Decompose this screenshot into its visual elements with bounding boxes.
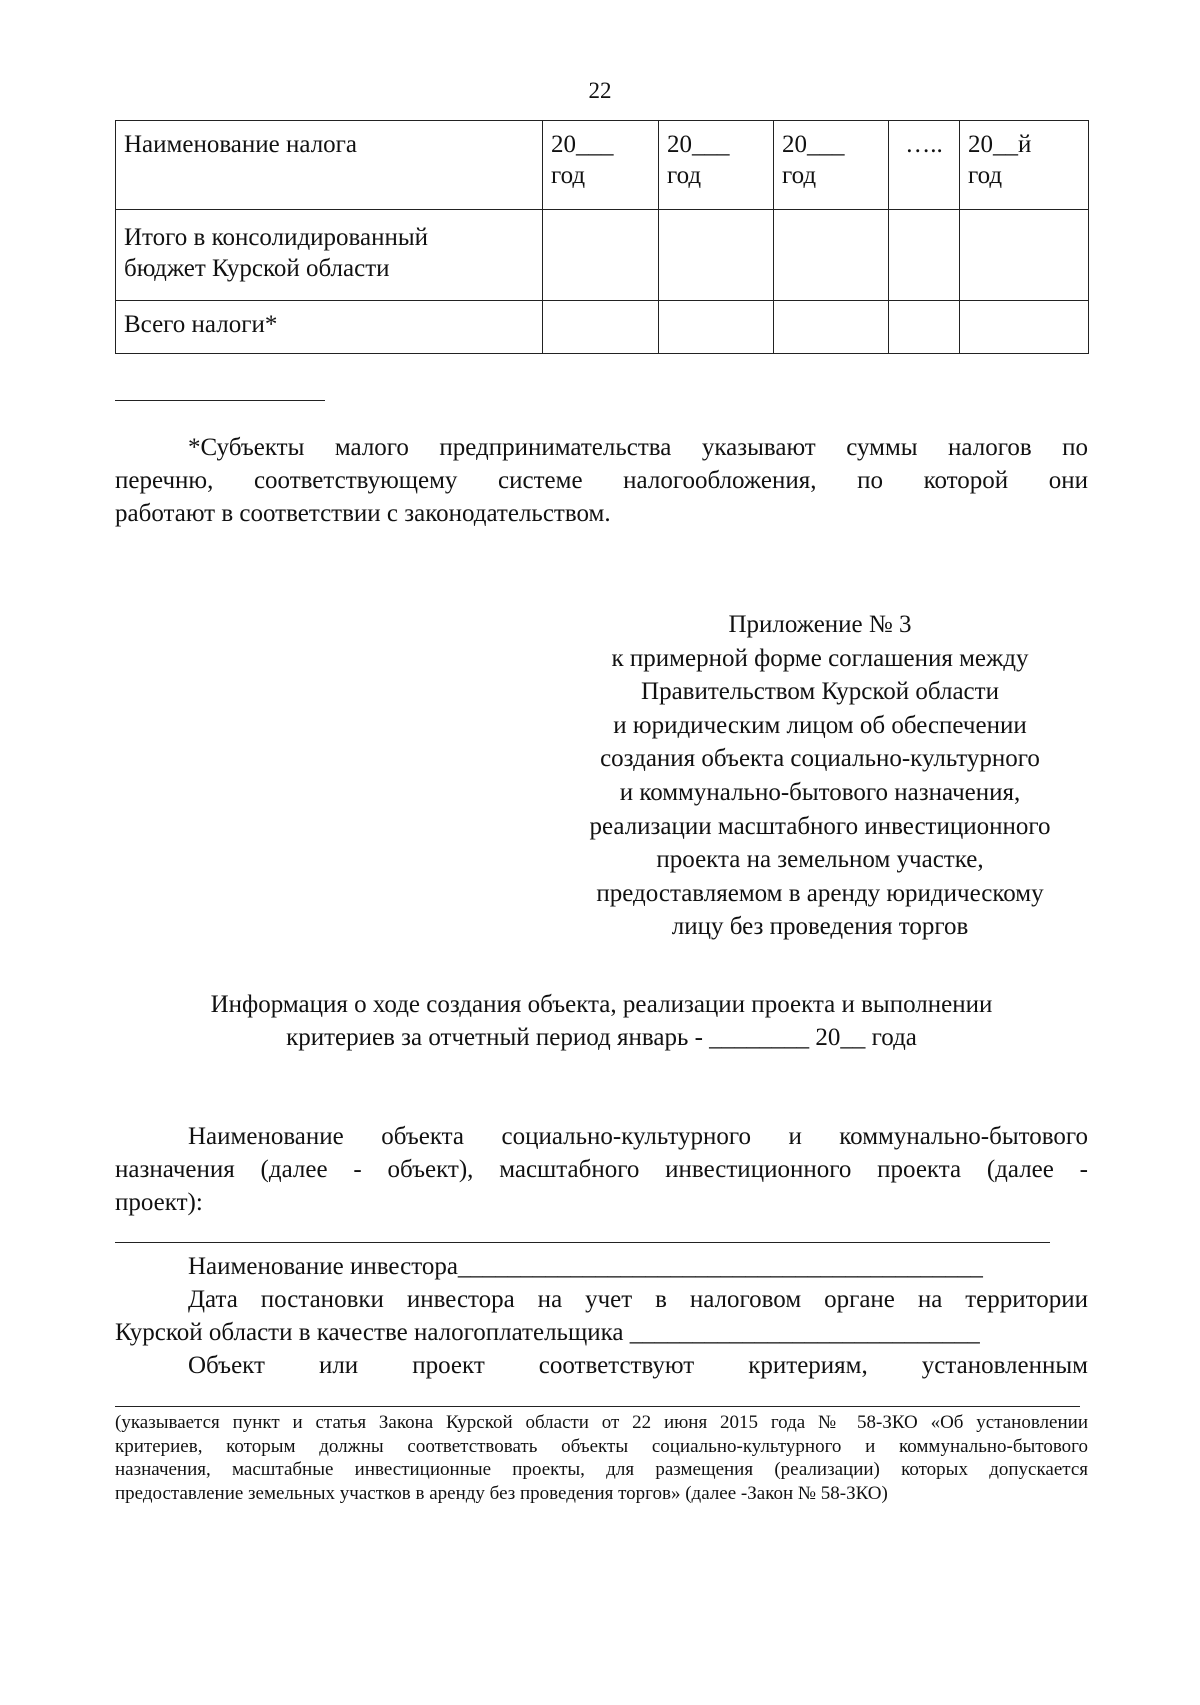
appendix-header: Приложение № 3 к примерной форме соглашения между Правительством Курской области и юридическим лицом об обеспечении создания объекта социально-культурного и коммунально-бытового назначения, реализации масштабного инвестиционного проекта на земельном участке, предоставляемом в аренду юридическому лицу без проведения торгов bbox=[589, 611, 1051, 941]
table-cell bbox=[960, 301, 1089, 354]
footnote-text: *Субъекты малого предпринимательства указывают суммы налогов по перечню, соответствующему системе налогообложения, по которой они работают в соответствии с законодательством. bbox=[115, 434, 1088, 527]
header-year-2: 20___ год bbox=[659, 121, 774, 210]
header-year-last: 20__й год bbox=[960, 121, 1089, 210]
footnote-divider bbox=[115, 400, 325, 401]
row-consolidated-label: Итого в консолидированный бюджет Курской области bbox=[116, 210, 543, 301]
table-cell bbox=[659, 301, 774, 354]
table-cell bbox=[774, 301, 889, 354]
registration-paragraph: Дата постановки инвестора на учет в налоговом органе на территории Курской области в качестве налогоплательщика ____________________________ bbox=[115, 1286, 1088, 1346]
table-cell bbox=[659, 210, 774, 301]
object-name-paragraph: Наименование объекта социально-культурного и коммунально-бытового назначения (далее - объект), масштабного инвестиционного проекта (далее - проект): bbox=[115, 1123, 1088, 1216]
law-reference-note: (указывается пункт и статья Закона Курской области от 22 июня 2015 года № 58-ЗКО «Об установлении критериев, которым должны соответствовать объекты социально-культурного и коммунально-бытового назначения, масштабные инвестиционные проекты, для размещения (реализации) которых допускается предоставление земельных участков в аренду без проведения торгов» (далее -Закон № 58-ЗКО) bbox=[115, 1412, 1088, 1504]
criteria-fill-line bbox=[115, 1406, 1080, 1407]
object-name-fill-line bbox=[115, 1242, 1050, 1243]
table-row bbox=[116, 301, 1089, 354]
row-total-label: Всего налоги* bbox=[116, 301, 543, 354]
tax-table bbox=[115, 120, 1089, 354]
header-year-1: 20___ год bbox=[543, 121, 659, 210]
header-year-ellipsis: ….. bbox=[889, 121, 960, 210]
table-cell bbox=[960, 210, 1089, 301]
header-tax-name: Наименование налога bbox=[116, 121, 543, 210]
table-cell bbox=[543, 301, 659, 354]
table-cell bbox=[774, 210, 889, 301]
page-number: 22 bbox=[588, 78, 612, 103]
investor-line: Наименование инвестора__________________________________________ bbox=[188, 1253, 983, 1280]
table-header-row bbox=[116, 121, 1089, 210]
table-cell bbox=[889, 210, 960, 301]
table-row bbox=[116, 210, 1089, 301]
info-title: Информация о ходе создания объекта, реализации проекта и выполнении критериев за отчетный период январь - ________ 20__ года bbox=[210, 991, 993, 1051]
table-cell bbox=[543, 210, 659, 301]
criteria-line: Объект или проект соответствуют критериям, установленным bbox=[188, 1352, 1088, 1379]
header-year-3: 20___ год bbox=[774, 121, 889, 210]
table-cell bbox=[889, 301, 960, 354]
